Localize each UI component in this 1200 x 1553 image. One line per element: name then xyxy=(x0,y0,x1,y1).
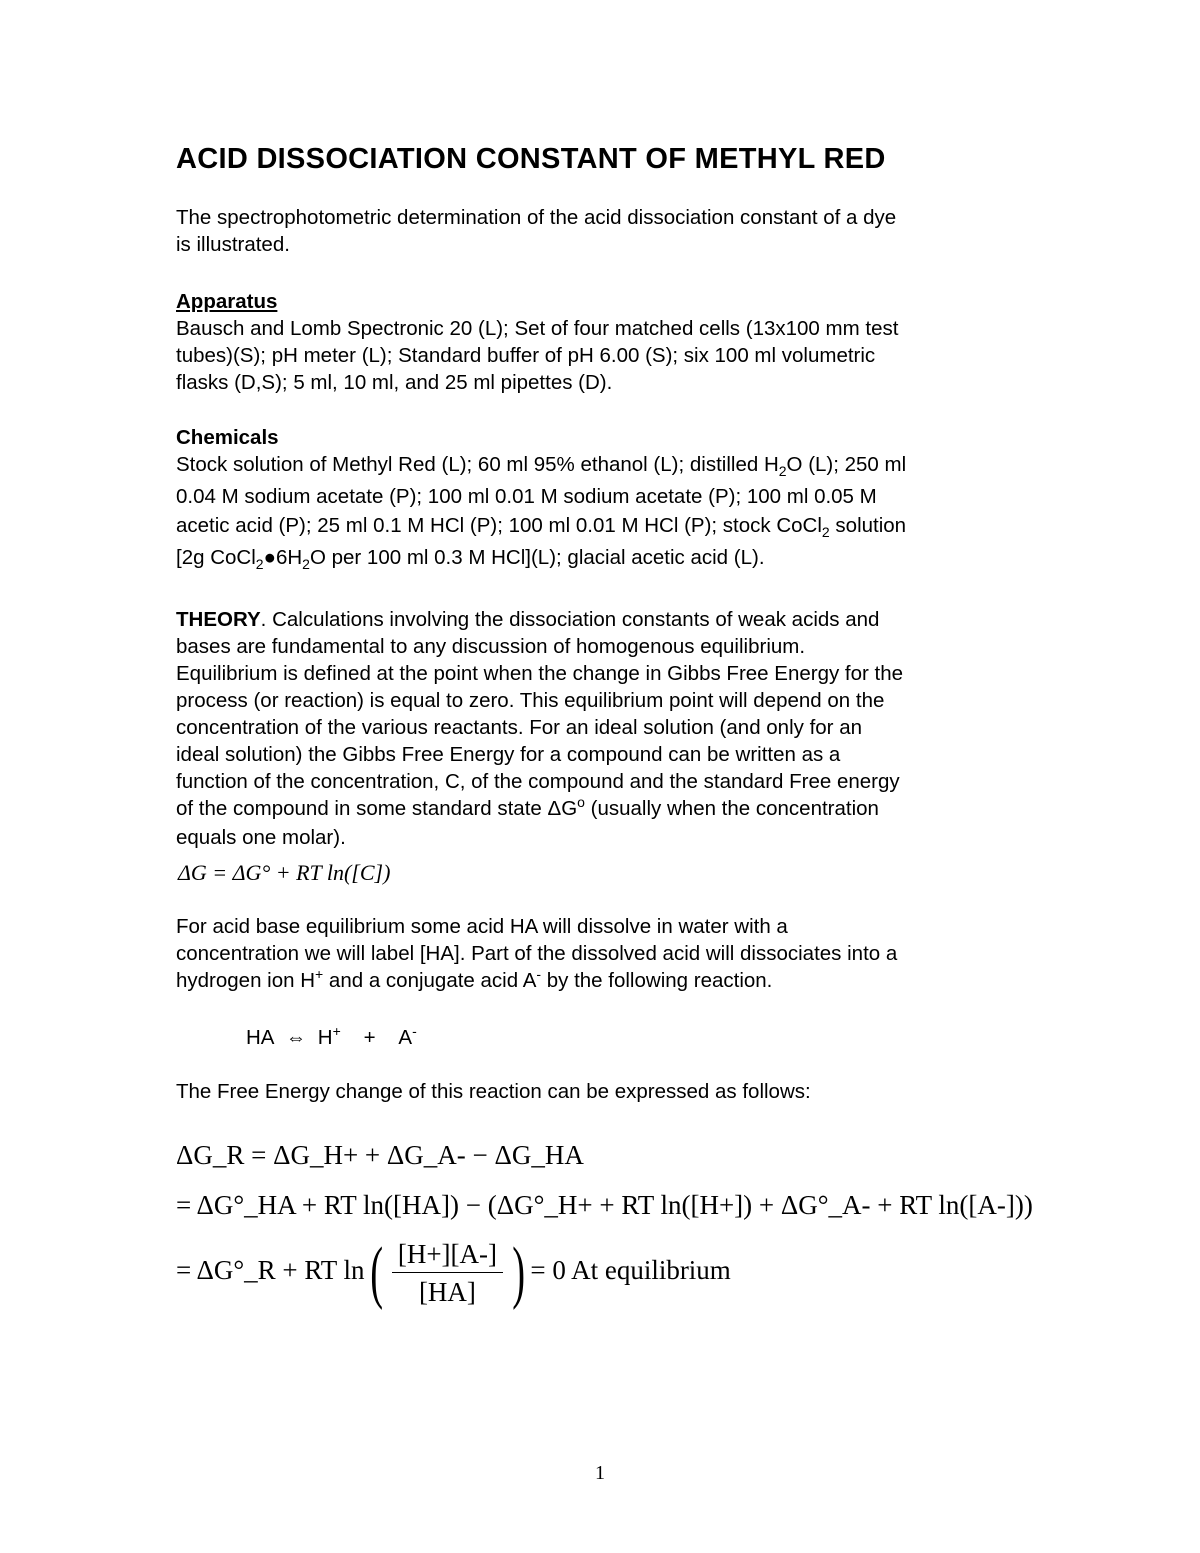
chemicals-section xyxy=(176,424,1036,571)
equation-line-1: ΔG_R = ΔG_H+ + ΔG_A- − ΔG_HA xyxy=(176,1140,584,1170)
chemicals-heading: Chemicals xyxy=(176,426,279,449)
acid-base-line: For acid base equilibrium some acid HA will dissolve in water with a xyxy=(176,915,788,938)
acid-base-paragraph xyxy=(176,913,1036,994)
theory-heading: THEORY xyxy=(176,608,261,631)
apparatus-line: flasks (D,S); 5 ml, 10 ml, and 25 ml pipettes (D). xyxy=(176,371,613,394)
acid-base-line: hydrogen ion H+ and a conjugate acid A- by the following reaction. xyxy=(176,966,773,992)
chemicals-line: acetic acid (P); 25 ml 0.1 M HCl (P); 100 ml 0.01 M HCl (P); stock CoCl$_2$ solution xyxy=(176,514,907,541)
apparatus-line: Bausch and Lomb Spectronic 20 (L); Set of four matched cells (13x100 mm test xyxy=(176,317,899,340)
page-number: 1 xyxy=(595,1462,605,1484)
intro-line: is illustrated. xyxy=(176,233,290,256)
equation-line-2: = ΔG°_HA + RT ln([HA]) − (ΔG°_H+ + RT ln([H+]) + ΔG°_A- + RT ln([A-])) xyxy=(176,1190,1033,1220)
theory-line: THEORY. Calculations involving the dissociation constants of weak acids and xyxy=(176,608,880,631)
theory-line: Equilibrium is defined at the point when the change in Gibbs Free Energy for the xyxy=(176,662,904,685)
theory-line: bases are fundamental to any discussion of homogenous equilibrium. xyxy=(176,635,806,658)
equation-line-3: = ΔG°_R + RT ln( $\frac{[H+][A-]}{[HA]}$ ) = 0 At equilibrium xyxy=(176,1234,731,1311)
acid-base-line: concentration we will label [HA]. Part of the dissolved acid will dissociates into a xyxy=(176,942,898,965)
apparatus-heading: Apparatus xyxy=(176,290,278,313)
intro-paragraph xyxy=(176,204,1036,258)
apparatus-section xyxy=(176,288,1036,396)
dissociation-reaction: HA ⇔ H+ + A- xyxy=(246,1023,417,1049)
theory-line: of the compound in some standard state $\Delta G^o$ (usually when the concentration xyxy=(176,794,879,820)
theory-section xyxy=(176,606,1036,851)
intro-line: The spectrophotometric determination of the acid dissociation constant of a dye xyxy=(176,206,897,229)
fraction: $\frac{[H+][A-]}{[HA]}$ xyxy=(392,1239,503,1308)
equilibrium-arrow-icon: ⇔ xyxy=(285,1026,307,1049)
theory-line: equals one molar). xyxy=(176,826,346,849)
theory-line: concentration of the various reactants. For an ideal solution (and only for an xyxy=(176,716,863,739)
chemicals-line: Stock solution of Methyl Red (L); 60 ml 95% ethanol (L); distilled $H_2O$ (L); 250 ml xyxy=(176,453,907,480)
theory-line: ideal solution) the Gibbs Free Energy for a compound can be written as a xyxy=(176,743,841,766)
chemicals-line: [2g $CoCl_2●6H_2O$ per 100 ml 0.3 M HCl](L); glacial acetic acid (L). xyxy=(176,546,765,573)
theory-line: process (or reaction) is equal to zero. This equilibrium point will depend on the xyxy=(176,689,885,712)
chemicals-line: 0.04 M sodium acetate (P); 100 ml 0.01 M sodium acetate (P); 100 ml 0.05 M xyxy=(176,485,877,508)
gibbs-equation: ΔG = ΔG° + RT ln([C]) xyxy=(178,860,391,885)
page-title: ACID DISSOCIATION CONSTANT OF METHYL RED xyxy=(176,143,886,175)
theory-line: function of the concentration, C, of the compound and the standard Free energy xyxy=(176,770,900,793)
free-energy-line: The Free Energy change of this reaction can be expressed as follows: xyxy=(176,1080,811,1103)
apparatus-line: tubes)(S); pH meter (L); Standard buffer of pH 6.00 (S); six 100 ml volumetric xyxy=(176,344,876,367)
